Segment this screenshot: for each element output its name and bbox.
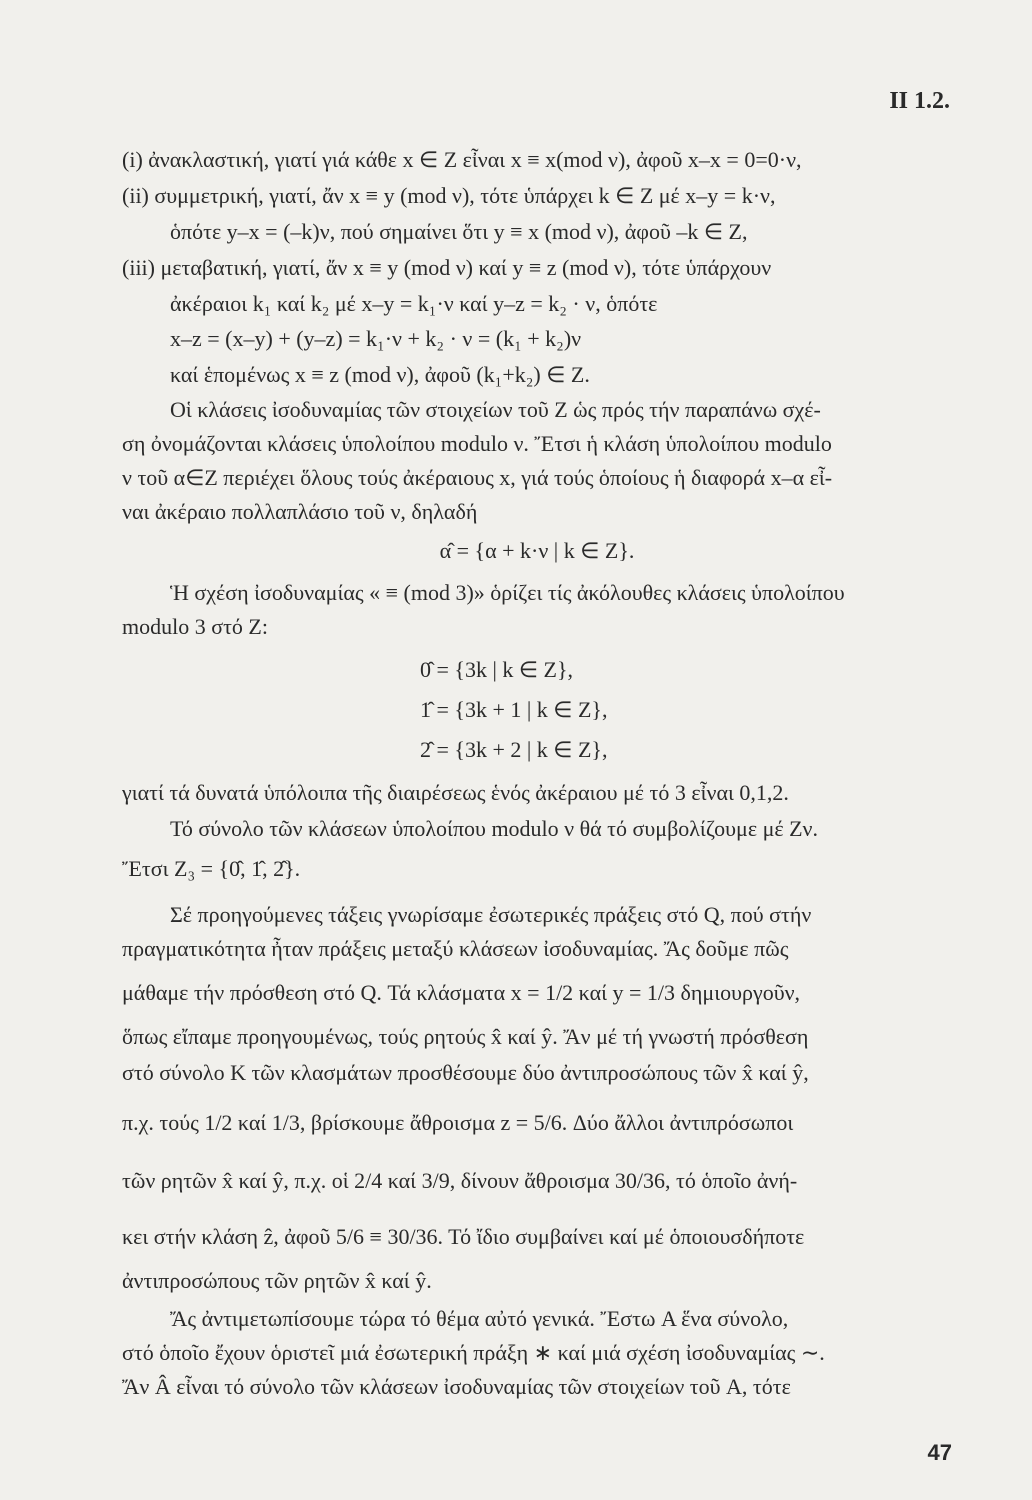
text-line: x–z = (x–y) + (y–z) = k₁·ν + k₂ · ν = (k₁ + k₂)ν — [170, 326, 582, 351]
text-line: πραγματικότητα ἦταν πράξεις μεταξύ κλάσεων ἰσοδυναμίας. Ἄς δοῦμε πῶς — [122, 936, 789, 961]
text-line: Τό σύνολο τῶν κλάσεων ὑπολοίπου modulo ν θά τό συμβολίζουμε μέ Zν. — [170, 816, 818, 841]
text-line: μάθαμε τήν πρόσθεση στό Q. Τά κλάσματα x = 1/2 καί y = 1/3 δημιουργοῦν, — [122, 980, 801, 1005]
text-line: ἀκέραιοι k₁ καί k₂ μέ x–y = k₁·ν καί y–z = k₂ · ν, ὁπότε — [170, 291, 658, 316]
text-line: ναι ἀκέραιο πολλαπλάσιο τοῦ ν, δηλαδή — [122, 499, 478, 524]
text-line: στό ὁποῖο ἔχουν ὁριστεῖ μιά ἐσωτερική πράξη ∗ καί μιά σχέση ἰσοδυναμίας ∼. — [122, 1340, 825, 1365]
formula: α̂ = {α + k·ν | k ∈ Z}. — [439, 538, 635, 563]
formula: 0̂ = {3k | k ∈ Z}, — [420, 657, 574, 682]
text-line: Ἡ σχέση ἰσοδυναμίας « ≡ (mod 3)» ὁρίζει τίς ἀκόλουθες κλάσεις ὑπολοίπου — [170, 580, 845, 605]
text-line: Ἔτσι Z₃ = {0̂, 1̂, 2̂}. — [122, 856, 301, 881]
text-line: Σέ προηγούμενες τάξεις γνωρίσαμε ἐσωτερικές πράξεις στό Q, πού στήν — [170, 902, 812, 927]
text-line: Ἄς ἀντιμετωπίσουμε τώρα τό θέμα αὐτό γενικά. Ἔστω A ἕνα σύνολο, — [170, 1306, 789, 1331]
text-line: ση ὀνομάζονται κλάσεις ὑπολοίπου modulo ν. Ἔτσι ἡ κλάση ὑπολοίπου modulo — [122, 431, 832, 456]
text-line: γιατί τά δυνατά ὑπόλοιπα τῆς διαιρέσεως ἑνός ἀκέραιου μέ τό 3 εἶναι 0,1,2. — [122, 780, 789, 805]
section-header: II 1.2. — [889, 88, 950, 114]
text-line: ν τοῦ α∈Z περιέχει ὅλους τούς ἀκέραιους x, γιά τούς ὁποίους ἡ διαφορά x–α εἶ- — [122, 465, 833, 490]
text-line: τῶν ρητῶν x̂ καί ŷ, π.χ. οἱ 2/4 καί 3/9, δίνουν ἄθροισμα 30/36, τό ὁποῖο ἀνή- — [122, 1168, 798, 1193]
text-line: (ii) συμμετρική, γιατί, ἄν x ≡ y (mod ν), τότε ὑπάρχει k ∈ Z μέ x–y = k·ν, — [122, 183, 776, 208]
text-line: modulo 3 στό Z: — [122, 614, 268, 639]
text-line: (iii) μεταβατική, γιατί, ἄν x ≡ y (mod ν) καί y ≡ z (mod ν), τότε ὑπάρχουν — [122, 255, 772, 280]
page-number: 47 — [927, 1440, 952, 1465]
formula: 1̂ = {3k + 1 | k ∈ Z}, — [420, 697, 608, 722]
text-line: καί ἑπομένως x ≡ z (mod ν), ἀφοῦ (k₁+k₂) ∈ Z. — [170, 362, 590, 387]
text-line: π.χ. τούς 1/2 καί 1/3, βρίσκουμε ἄθροισμα z = 5/6. Δύο ἄλλοι ἀντιπρόσωποι — [122, 1110, 794, 1135]
text-line: κει στήν κλάση ẑ, ἀφοῦ 5/6 ≡ 30/36. Τό ἴδιο συμβαίνει καί μέ ὁποιουσδήποτε — [122, 1224, 805, 1249]
formula: 2̂ = {3k + 2 | k ∈ Z}, — [420, 737, 608, 762]
text-line: Οἱ κλάσεις ἰσοδυναμίας τῶν στοιχείων τοῦ Z ὡς πρός τήν παραπάνω σχέ- — [170, 397, 821, 422]
text-line: Ἄν Â εἶναι τό σύνολο τῶν κλάσεων ἰσοδυναμίας τῶν στοιχείων τοῦ A, τότε — [122, 1374, 791, 1399]
text-line: ὁπότε y–x = (–k)ν, πού σημαίνει ὅτι y ≡ x (mod ν), ἀφοῦ –k ∈ Z, — [170, 219, 748, 244]
text-line: ἀντιπροσώπους τῶν ρητῶν x̂ καί ŷ. — [122, 1268, 432, 1293]
text-line: (i) ἀνακλαστική, γιατί γιά κάθε x ∈ Z εἶναι x ≡ x(mod ν), ἀφοῦ x–x = 0=0·ν, — [122, 147, 802, 172]
text-line: στό σύνολο K τῶν κλασμάτων προσθέσουμε δύο ἀντιπροσώπους τῶν x̂ καί ŷ, — [122, 1060, 809, 1085]
text-line: ὅπως εἴπαμε προηγουμένως, τούς ρητούς x̂ καί ŷ. Ἄν μέ τή γνωστή πρόσθεση — [122, 1024, 809, 1049]
